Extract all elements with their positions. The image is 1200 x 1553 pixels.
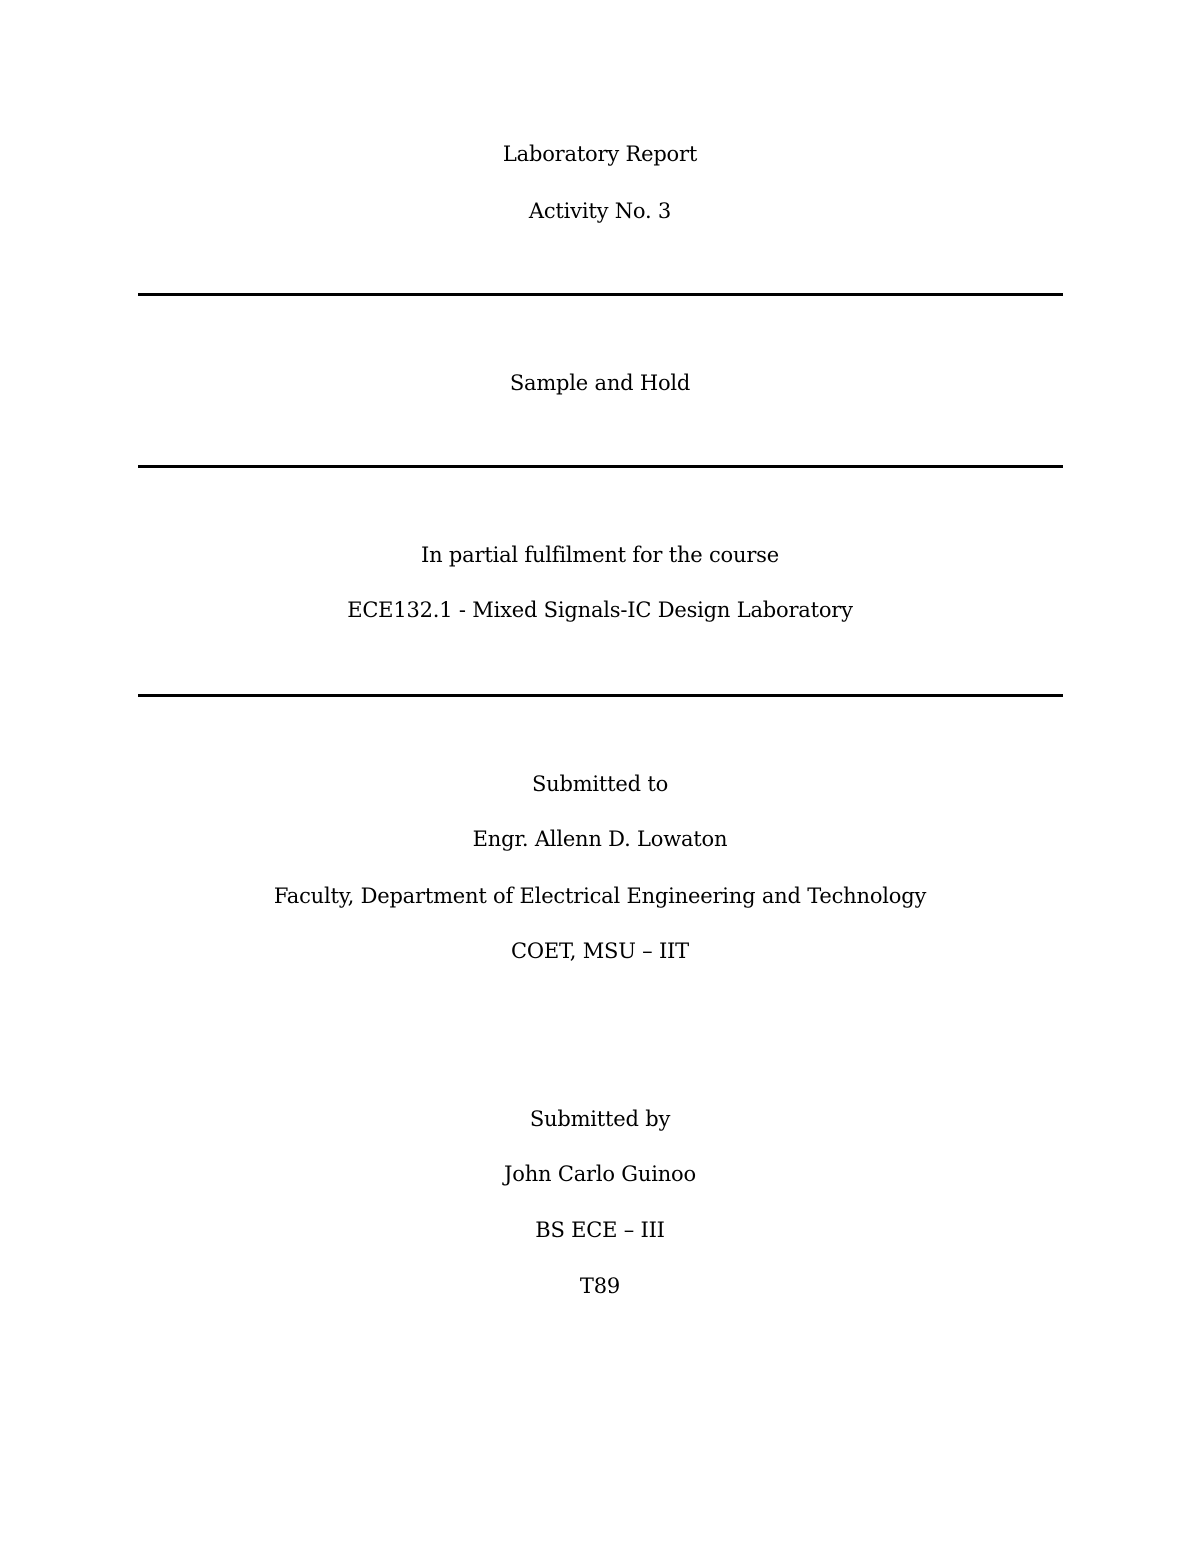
fulfilment-text: In partial fulfilment for the course <box>421 543 779 567</box>
student-name: John Carlo Guinoo <box>504 1162 696 1186</box>
activity-number: Activity No. 3 <box>528 199 672 223</box>
report-title: Laboratory Report <box>502 142 698 166</box>
submitted-by-label: Submitted by <box>529 1107 671 1131</box>
instructor-position: Faculty, Department of Electrical Engineering and Technology <box>273 884 927 908</box>
topic-title: Sample and Hold <box>509 371 691 395</box>
student-section: T89 <box>579 1274 621 1298</box>
divider-2 <box>138 465 1063 468</box>
instructor-name: Engr. Allenn D. Lowaton <box>472 827 728 851</box>
divider-1 <box>138 293 1063 296</box>
student-program: BS ECE – III <box>535 1218 665 1242</box>
course-name: ECE132.1 - Mixed Signals-IC Design Laboratory <box>347 598 853 622</box>
institution: COET, MSU – IIT <box>511 939 689 963</box>
submitted-to-label: Submitted to <box>531 772 669 796</box>
divider-3 <box>138 694 1063 697</box>
